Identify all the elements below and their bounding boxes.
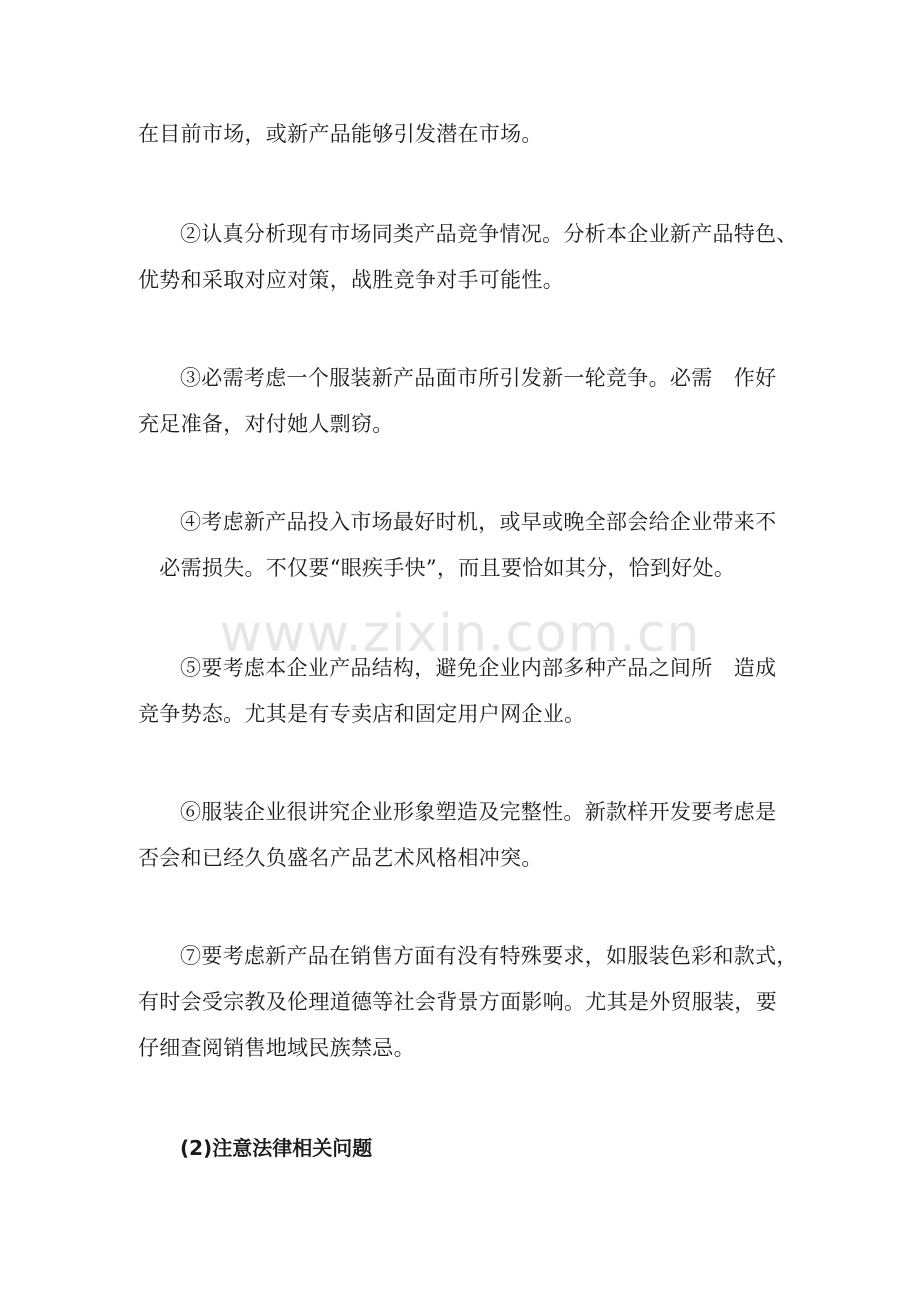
text-line: 必需损失。不仅要“眼疾手快”，而且要恰如其分，恰到好处。 (138, 556, 736, 580)
text-line: 竞争势态。尤其是有专卖店和固定用户网企业。 (138, 702, 586, 726)
text-line: 仔细查阅销售地域民族禁忌。 (138, 1036, 415, 1060)
text-line: 否会和已经久负盛名产品艺术风格相冲突。 (138, 846, 543, 870)
text-line: 在目前市场，或新产品能够引发潜在市场。 (138, 122, 543, 146)
text-line: ③必需考虑一个服装新产品面市所引发新一轮竞争。必需 作好 (180, 366, 777, 390)
text-line: ④考虑新产品投入市场最好时机，或早或晚全部会给企业带来不 (180, 510, 777, 534)
text-line: ⑤要考虑本企业产品结构，避免企业内部多种产品之间所 造成 (180, 656, 777, 680)
text-line: ②认真分析现有市场同类产品竞争情况。分析本企业新产品特色、 (180, 222, 798, 246)
text-line: ⑦要考虑新产品在销售方面有没有特殊要求，如服装色彩和款式， (180, 944, 798, 968)
text-line: 有时会受宗教及伦理道德等社会背景方面影响。尤其是外贸服装，要 (138, 990, 777, 1014)
text-line: ⑥服装企业很讲究企业形象塑造及完整性。新款样开发要考虑是 (180, 800, 777, 824)
text-line: 充足准备，对付她人剽窃。 (138, 412, 394, 436)
text-line: 优势和采取对应对策，战胜竞争对手可能性。 (138, 268, 564, 292)
watermark: www.zixin.com.cn (219, 604, 701, 664)
section-heading: (2)注意法律相关问题 (180, 1136, 373, 1160)
